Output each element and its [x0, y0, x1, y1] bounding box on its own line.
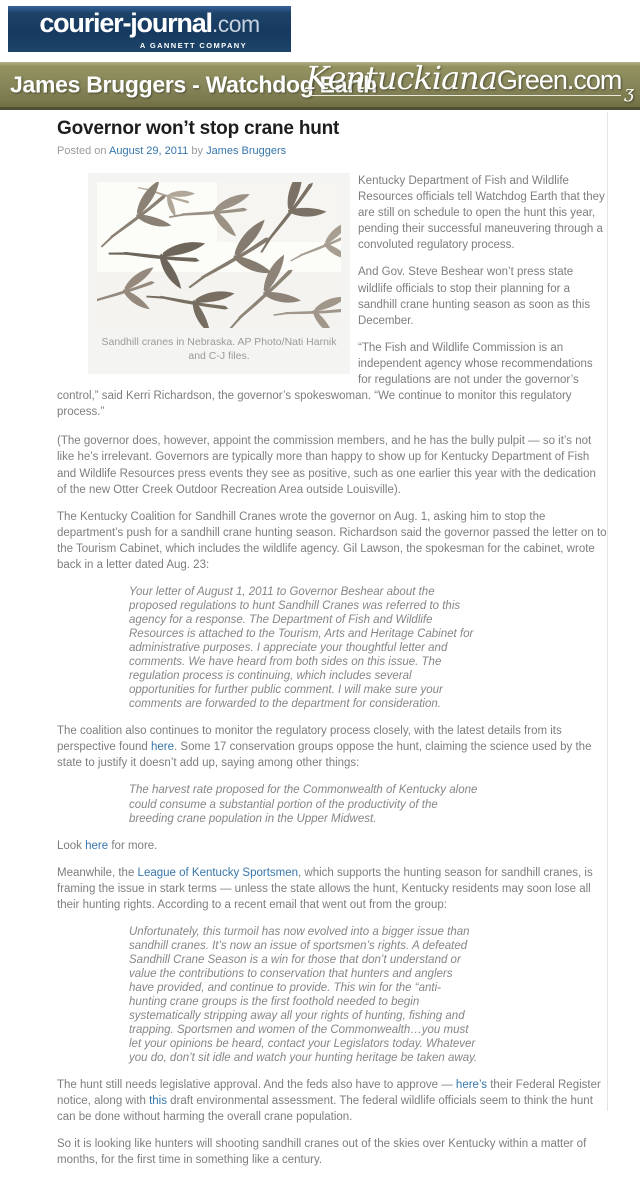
paragraph-look-here — [57, 838, 608, 854]
logo-main-text: courier-journal — [39, 8, 212, 38]
paragraph-text: . Some 17 conservation groups oppose the hunt, claiming the science used by the state to justify it doesn’t add up, saying among other things: — [57, 741, 592, 770]
date-link[interactable]: August 29, 2011 — [109, 145, 189, 157]
paragraph-approval — [57, 1077, 608, 1125]
paragraph-text: The hunt still needs legislative approval. And the feds also have to approve — — [57, 1079, 456, 1092]
blockquote-harvest-rate: The harvest rate proposed for the Commonwealth of Kentucky alone could consume a substantial portion of the productivity of the breeding crane population in the Upper Midwest. — [129, 784, 478, 825]
paragraph-coalition-monitor — [57, 723, 608, 771]
paragraph-text: The coalition also continues to monitor the regulatory process closely, with the latest details from its perspective found — [57, 725, 562, 754]
paragraph-bully-pulpit: (The governor does, however, appoint the commission members, and he has the bully pulpit — so it’s not like he’s irrelevant. Governors are typically more than happy to show up for Kentucky Department of Fish and Wildlife Resources press events they see as positive, such as one earlier this year with the dedication of the new Otter Creek Outdoor Recreation Area outside Louisville). — [57, 435, 596, 496]
courier-journal-logo[interactable] — [8, 6, 291, 52]
byline — [57, 145, 608, 157]
gannett-tagline: A GANNETT COMPANY — [139, 41, 247, 50]
kentuckiana-script-text: Kentuckiana — [305, 59, 497, 97]
paragraph-conclusion: So it is looking like hunters will shooting sandhill cranes out of the skies over Kentucky within a matter of months, for the first time in something like a century. — [57, 1138, 587, 1167]
paragraph-text: for more. — [108, 839, 158, 852]
article-title: Governor won’t stop crane hunt — [57, 118, 340, 139]
paragraph-commission-quote: “The Fish and Wildlife Commission is an independent agency whose recommendations for regulations are not under the governor’s control,” said Kerri Richardson, the governor’s spokeswoman. “We continue to monitor this regulatory process.” — [57, 341, 593, 419]
paragraph-coalition-letter: The Kentucky Coalition for Sandhill Cranes wrote the governor on Aug. 1, asking him to stop the department’s push for a sandhill crane hunting season. Richardson said the governor passed the letter on to the Tourism Cabinet, which includes the wildlife agency. Gil Lawson, the spokesman for the cabinet, wrote back in a letter dated Aug. 23: — [57, 510, 607, 571]
article — [57, 118, 608, 1180]
logo-text — [8, 6, 291, 43]
sandhill-cranes-photo — [97, 182, 341, 328]
here-link-more[interactable]: here — [85, 839, 109, 852]
paragraph-text: , which supports the hunting season for sandhill cranes, is framing the issue in stark terms — unless the state allows the hunt, Kentucky residents may soon lose all their hunting rights. According to a recent email that went out from the group: — [57, 866, 593, 911]
blog-title[interactable]: James Bruggers - Watchdog Earth — [10, 71, 377, 97]
kentuckiana-green-logo[interactable] — [305, 59, 634, 103]
paragraph-text: Meanwhile, the — [57, 866, 138, 879]
author-link[interactable]: James Bruggers — [206, 145, 287, 157]
blockquote-sportsmen-email: Unfortunately, this turmoil has now evolved into a bigger issue than sandhill cranes. It’s now an issue of sportsmen’s rights. A defeated Sandhill Crane Season is a win for those that don’t understand or value the contributions to conservation that hunters and anglers have provided, and continue to provide. This win for the “anti-hunting crane groups is the first foothold needed to begin systematically stripping away all your rights of hunting, fishing and trapping. Sportsmen and women of the Commonwealth…you must let your opinions be heard, contact your Legislators today. Whatever you do, don’t sit idle and watch your hunting heritage be taken away. — [129, 925, 478, 1065]
here-link-coalition[interactable]: here — [150, 741, 175, 754]
blockquote-cabinet-reply: Your letter of August 1, 2011 to Governor Beshear about the proposed regulations to hunt Sandhill Cranes was referred to this agency for a response. The Department of Fish and Wildlife Resources is attached to the Tourism, Arts and Heritage Cabinet for administrative purposes. I appreciate your thoughtful letter and comments. We have heard from both sides on this issue. The regulation process is continuing, which includes several opportunities for further public comment. I will make sure your comments are forwarded to the department for consideration. — [129, 586, 474, 711]
paragraph-text: Look — [57, 839, 86, 852]
flourish-glyph-icon: ʒ — [624, 83, 634, 103]
blog-banner — [0, 59, 640, 110]
paragraph-text: their Federal Register notice, along with — [57, 1079, 601, 1108]
by-label: by — [191, 145, 203, 157]
kentuckiana-green-wordmark — [305, 59, 622, 97]
green-com-text: Green.com — [496, 65, 622, 95]
paragraph-beshear: And Gov. Steve Beshear won’t press state wildlife officials to stop their planning for a sandhill crane hunting season as soon as this December. — [358, 266, 591, 327]
logo-suffix-text: .com — [211, 11, 260, 37]
paragraph-intro: Kentucky Department of Fish and Wildlife Resources officials tell Watchdog Earth that they are still on schedule to open the hunt this year, pending their successful maneuvering through a convoluted regulatory process. — [358, 175, 605, 252]
article-figure — [88, 173, 350, 374]
figure-caption: Sandhill cranes in Nebraska. AP Photo/Nati Harnik and C-J files. — [101, 336, 337, 363]
paragraph-text: draft environmental assessment. The federal wildlife officials seem to think the hunt can be done without harming the overall crane population. — [57, 1095, 593, 1124]
this-link-assessment[interactable]: this — [149, 1095, 167, 1108]
heres-link-federal-register[interactable]: here’s — [455, 1079, 488, 1092]
paragraph-sportsmen — [57, 865, 608, 913]
league-of-kentucky-sportsmen-link[interactable]: League of Kentucky Sportsmen — [137, 866, 299, 879]
posted-on-label: Posted on — [57, 145, 107, 157]
